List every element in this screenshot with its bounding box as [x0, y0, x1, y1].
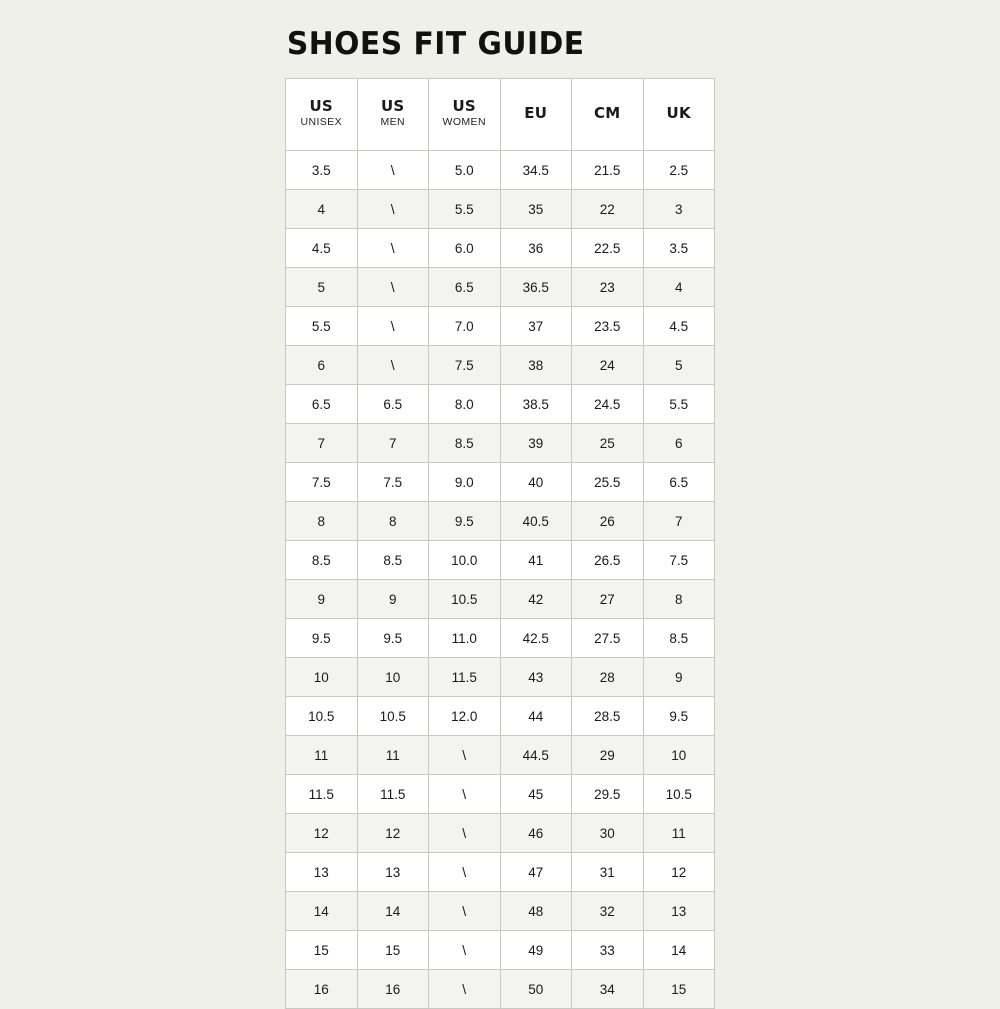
table-cell: 11 [643, 814, 715, 853]
table-cell: 42.5 [500, 619, 572, 658]
table-cell: 34 [572, 970, 644, 1009]
table-cell: 41 [500, 541, 572, 580]
table-row [286, 268, 715, 307]
table-cell: 5.5 [643, 385, 715, 424]
table-cell: 44.5 [500, 736, 572, 775]
table-cell: 50 [500, 970, 572, 1009]
table-cell: 16 [286, 970, 358, 1009]
table-cell: 26 [572, 502, 644, 541]
table-cell: 45 [500, 775, 572, 814]
column-header-main: CM [593, 103, 621, 122]
table-cell: \ [357, 229, 429, 268]
table-cell: 6 [286, 346, 358, 385]
table-cell: 10.5 [643, 775, 715, 814]
table-cell: 42 [500, 580, 572, 619]
table-cell: 10.5 [357, 697, 429, 736]
table-cell: 4.5 [286, 229, 358, 268]
table-cell: 4.5 [643, 307, 715, 346]
table-cell: 34.5 [500, 151, 572, 190]
table-cell: 8 [286, 502, 358, 541]
table-body [286, 151, 715, 1009]
table-cell: 35 [500, 190, 572, 229]
table-cell: 24 [572, 346, 644, 385]
size-conversion-table [285, 78, 715, 1009]
table-row [286, 151, 715, 190]
table-cell: 44 [500, 697, 572, 736]
table-cell: 8.0 [429, 385, 501, 424]
table-cell: 6.5 [643, 463, 715, 502]
table-cell: 25 [572, 424, 644, 463]
table-row [286, 541, 715, 580]
table-row [286, 229, 715, 268]
table-cell: 36 [500, 229, 572, 268]
table-row [286, 580, 715, 619]
table-cell: 31 [572, 853, 644, 892]
table-cell: 7.5 [357, 463, 429, 502]
table-cell: 5 [643, 346, 715, 385]
table-cell: 11 [357, 736, 429, 775]
table-cell: 5.5 [286, 307, 358, 346]
table-cell: 49 [500, 931, 572, 970]
header-row [286, 79, 715, 151]
table-cell: 15 [357, 931, 429, 970]
table-cell: 16 [357, 970, 429, 1009]
table-cell: 5.0 [429, 151, 501, 190]
column-header-sub: WOMEN [442, 115, 486, 128]
table-cell: 36.5 [500, 268, 572, 307]
table-cell: 9.5 [643, 697, 715, 736]
column-header-main: EU [524, 103, 548, 122]
table-cell: 10 [643, 736, 715, 775]
table-cell: \ [429, 970, 501, 1009]
table-cell: 10.0 [429, 541, 501, 580]
table-row [286, 190, 715, 229]
table-cell: 8.5 [357, 541, 429, 580]
table-row [286, 892, 715, 931]
table-cell: 21.5 [572, 151, 644, 190]
table-cell: 9 [643, 658, 715, 697]
table-cell: 25.5 [572, 463, 644, 502]
table-cell: 14 [286, 892, 358, 931]
table-cell: 8 [357, 502, 429, 541]
table-cell: 6 [643, 424, 715, 463]
table-cell: 12 [286, 814, 358, 853]
table-cell: 5.5 [429, 190, 501, 229]
table-cell: \ [357, 346, 429, 385]
table-cell: 46 [500, 814, 572, 853]
table-cell: 26.5 [572, 541, 644, 580]
table-row [286, 853, 715, 892]
table-cell: 38.5 [500, 385, 572, 424]
table-cell: 40.5 [500, 502, 572, 541]
table-cell: 23.5 [572, 307, 644, 346]
table-cell: \ [429, 736, 501, 775]
table-cell: 8.5 [429, 424, 501, 463]
table-cell: \ [357, 190, 429, 229]
table-cell: \ [357, 151, 429, 190]
table-row [286, 736, 715, 775]
table-cell: 30 [572, 814, 644, 853]
column-header-us-unisex [286, 79, 358, 151]
table-cell: 23 [572, 268, 644, 307]
table-cell: 10.5 [429, 580, 501, 619]
table-cell: 9.5 [357, 619, 429, 658]
table-cell: 32 [572, 892, 644, 931]
table-cell: 12 [357, 814, 429, 853]
table-cell: 22.5 [572, 229, 644, 268]
table-cell: 33 [572, 931, 644, 970]
page-title: SHOES FIT GUIDE [286, 26, 585, 62]
table-cell: 3.5 [643, 229, 715, 268]
table-cell: 43 [500, 658, 572, 697]
table-cell: 3.5 [286, 151, 358, 190]
table-row [286, 814, 715, 853]
table-cell: 11.5 [429, 658, 501, 697]
table-row [286, 970, 715, 1009]
column-header-eu [500, 79, 572, 151]
column-header-cm [572, 79, 644, 151]
table-row [286, 775, 715, 814]
table-cell: 7 [286, 424, 358, 463]
table-cell: 3 [643, 190, 715, 229]
table-cell: 7 [643, 502, 715, 541]
table-cell: 39 [500, 424, 572, 463]
table-cell: 13 [286, 853, 358, 892]
table-cell: 9 [286, 580, 358, 619]
table-cell: 8.5 [643, 619, 715, 658]
table-cell: 24.5 [572, 385, 644, 424]
table-cell: 10.5 [286, 697, 358, 736]
table-cell: \ [357, 268, 429, 307]
table-row [286, 502, 715, 541]
column-header-uk [643, 79, 715, 151]
table-cell: 37 [500, 307, 572, 346]
table-cell: 9.5 [429, 502, 501, 541]
table-cell: 15 [286, 931, 358, 970]
table-cell: 9.5 [286, 619, 358, 658]
table-cell: 5 [286, 268, 358, 307]
table-cell: 10 [357, 658, 429, 697]
table-row [286, 385, 715, 424]
table-cell: 22 [572, 190, 644, 229]
column-header-us-men [357, 79, 429, 151]
table-cell: 11 [286, 736, 358, 775]
table-cell: 29.5 [572, 775, 644, 814]
table-cell: 4 [643, 268, 715, 307]
table-cell: 14 [643, 931, 715, 970]
table-cell: 27.5 [572, 619, 644, 658]
table-cell: 14 [357, 892, 429, 931]
table-cell: 6.0 [429, 229, 501, 268]
table-cell: 6.5 [429, 268, 501, 307]
table-cell: 29 [572, 736, 644, 775]
table-cell: 8 [643, 580, 715, 619]
table-cell: 38 [500, 346, 572, 385]
table-cell: 12 [643, 853, 715, 892]
table-cell: 7.5 [643, 541, 715, 580]
table-row [286, 307, 715, 346]
table-row [286, 658, 715, 697]
table-cell: 13 [357, 853, 429, 892]
table-cell: 28.5 [572, 697, 644, 736]
table-cell: \ [429, 775, 501, 814]
table-cell: 2.5 [643, 151, 715, 190]
column-header-main: US [452, 96, 477, 115]
table-cell: 6.5 [357, 385, 429, 424]
table-cell: 12.0 [429, 697, 501, 736]
table-cell: \ [429, 814, 501, 853]
column-header-sub: UNISEX [300, 115, 342, 128]
table-row [286, 931, 715, 970]
table-cell: 6.5 [286, 385, 358, 424]
table-cell: 9 [357, 580, 429, 619]
table-cell: 4 [286, 190, 358, 229]
table-cell: 7.5 [286, 463, 358, 502]
table-cell: \ [429, 931, 501, 970]
table-cell: 9.0 [429, 463, 501, 502]
table-cell: \ [357, 307, 429, 346]
table-cell: 15 [643, 970, 715, 1009]
table-cell: 40 [500, 463, 572, 502]
table-cell: 7.0 [429, 307, 501, 346]
table-cell: 10 [286, 658, 358, 697]
column-header-main: UK [666, 103, 691, 122]
table-cell: 7.5 [429, 346, 501, 385]
column-header-us-women [429, 79, 501, 151]
table-cell: 27 [572, 580, 644, 619]
table-row [286, 697, 715, 736]
table-row [286, 424, 715, 463]
table-cell: \ [429, 853, 501, 892]
table-cell: 28 [572, 658, 644, 697]
table-cell: 13 [643, 892, 715, 931]
table-cell: 47 [500, 853, 572, 892]
table-row [286, 346, 715, 385]
column-header-main: US [309, 96, 334, 115]
table-row [286, 619, 715, 658]
table-cell: 11.0 [429, 619, 501, 658]
column-header-main: US [380, 96, 405, 115]
table-header [286, 79, 715, 151]
table-cell: 7 [357, 424, 429, 463]
table-cell: 11.5 [286, 775, 358, 814]
table-cell: 11.5 [357, 775, 429, 814]
column-header-sub: MEN [380, 115, 406, 128]
table-cell: 8.5 [286, 541, 358, 580]
table-cell: \ [429, 892, 501, 931]
table-row [286, 463, 715, 502]
table-cell: 48 [500, 892, 572, 931]
